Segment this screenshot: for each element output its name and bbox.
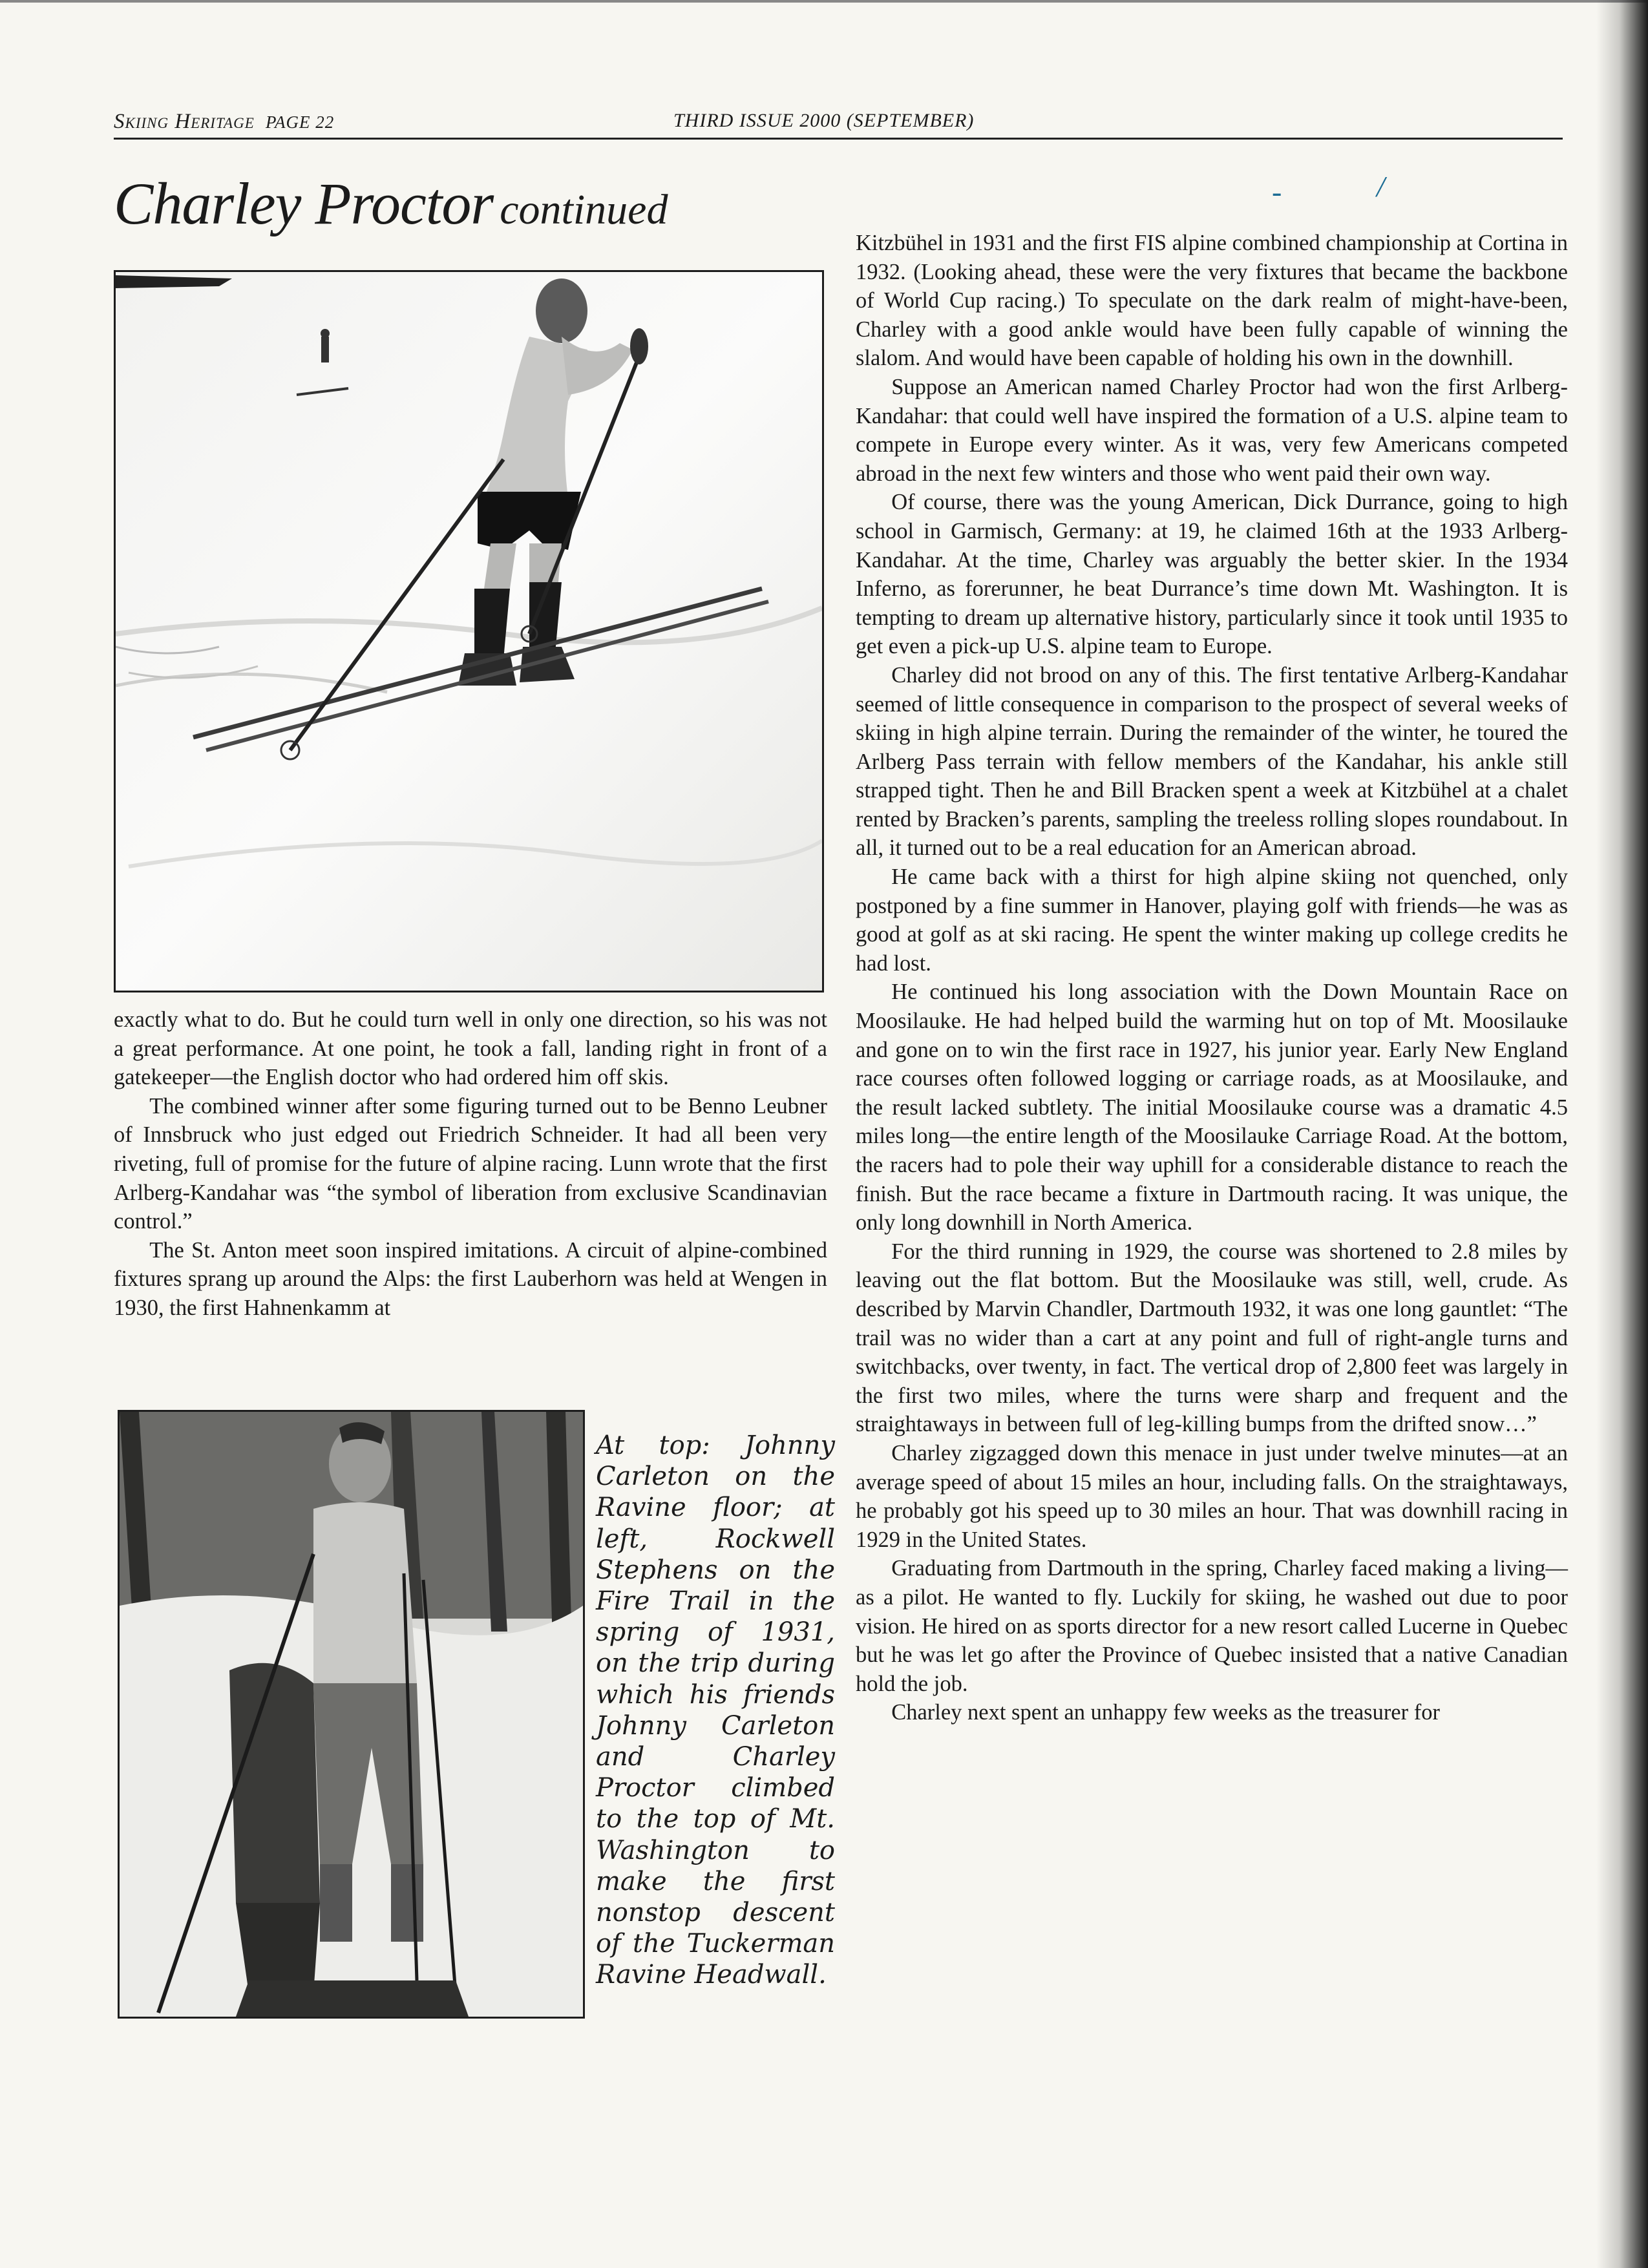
skier-photo-image <box>116 272 822 991</box>
paragraph: The combined winner after some figuring turned out to be Benno Leubner of Innsbruck who just edged out Friedrich Schneider. It had all been very riveting, full of promise for the future of alpine racing. Lunn wrote that the first Arlberg-Kandahar was “the symbol of liberation from exclusive Scandinavian control.” <box>114 1093 827 1234</box>
paragraph: Kitzbühel in 1931 and the first FIS alpine combined championship at Cortina in 1932. (Looking ahead, these were the very fixtures that became the backbone of World Cup racing.) To speculate on the dark realm of might-have-been, Charley with a good ankle would have been fully capable of winning the slalom. And would have been capable of holding his own in the downhill. <box>856 231 1568 371</box>
photo-caption: At top: Johnny Carleton on the Ravine floor; at left, Rockwell Stephens on the Fire Trail in the spring of 1931, on the trip during which his friends Johnny Carleton and Charley Proctor climbed to the top of Mt. Washington to make the first nonstop descent of the Tuckerman Ravine Headwall. <box>596 1431 835 1990</box>
publication-name: Skiing Heritage <box>114 110 255 133</box>
article-title <box>114 169 668 240</box>
left-column <box>114 1005 827 1323</box>
skier-photo <box>114 270 824 992</box>
header-left <box>114 110 334 134</box>
paragraph: The St. Anton meet soon inspired imitations. A circuit of alpine-combined fixtures sprang up around the Alps: the first Lauberhorn was held at Wengen in 1930, the first Hahnenkamm at <box>114 1237 827 1320</box>
paragraph: Graduating from Dartmouth in the spring, Charley faced making a living—as a pilot. He wanted to fly. Luckily for skiing, he washed out due to poor vision. He hired on as sports director for a new resort called Lucerne in Quebec but he was let go after the Province of Quebec insisted that a native Canadian hold the job. <box>856 1556 1568 1696</box>
title-main: Charley Proctor <box>114 171 494 236</box>
scan-binding-shadow <box>1596 0 1648 2268</box>
man-with-poles-photo <box>118 1410 585 2019</box>
paragraph: Charley did not brood on any of this. The first tentative Arlberg-Kandahar seemed of little consequence in comparison to the prospect of several weeks of skiing in high alpine terrain. During the remainder of the winter, he toured the Arlberg Pass terrain with fellow members of the Kandahar, his ankle still strapped tight. Then he and Bill Bracken spent a week at Kitzbühel at a chalet rented by Bracken’s parents, sampling the treeless rolling slopes roundabout. In all, it turned out to be a real education for an American abroad. <box>856 662 1568 861</box>
paragraph: Of course, there was the young American, Dick Durrance, going to high school in Garmisch, Germany: at 19, he claimed 16th at the 1933 Arlberg-Kandahar. At the time, Charley was arguably the better skier. In the 1934 Inferno, as forerunner, he beat Durrance’s time down Mt. Washington. It is tempting to dream up alternative history, particularly since it took until 1935 to get even a pick-up U.S. alpine team to Europe. <box>856 490 1568 659</box>
paragraph: He continued his long association with the Down Mountain Race on Moosilauke. He had helped build the warming hut on top of Mt. Moosilauke and gone on to win the first race in 1927, his junior year. Early New England race courses often followed logging or carriage roads, as at Moosilauke, and the result lacked subtlety. The initial Moosilauke course was a dramatic 4.5 miles long—the entire length of the Moosilauke Carriage Road. At the bottom, the racers had to pole their way uphill for a considerable distance to reach the finish. But the race became a fixture in Dartmouth racing. It was unique, the only long downhill in North America. <box>856 980 1568 1235</box>
paragraph: exactly what to do. But he could turn well in only one direction, so his was not a great performance. At one point, he took a fall, landing right in front of a gatekeeper—the English doctor who had ordered him off skis. <box>114 1007 827 1090</box>
title-suffix: continued <box>500 186 668 233</box>
pen-mark: - <box>1272 175 1282 208</box>
man-with-poles-image <box>120 1412 583 2017</box>
paragraph: Charley zigzagged down this menace in just under twelve minutes—at an average speed of about 15 miles an hour, including falls. On the straightaways, he probably got his speed up to 30 miles an hour. That was downhill racing in 1929 in the United States. <box>856 1440 1568 1552</box>
issue-label: THIRD ISSUE 2000 (SEPTEMBER) <box>673 110 975 131</box>
paragraph: He came back with a thirst for high alpine skiing not quenched, only postponed by a fine summer in Hanover, playing golf with friends—he was as good at golf as at ski racing. He spent the winter making up college credits he had lost. <box>856 865 1568 976</box>
scan-top-edge <box>0 0 1648 3</box>
header-rule <box>114 138 1563 140</box>
page-number: PAGE 22 <box>266 112 335 132</box>
paragraph: Charley next spent an unhappy few weeks as the treasurer for <box>891 1700 1440 1725</box>
paragraph: For the third running in 1929, the course was shortened to 2.8 miles by leaving out the flat bottom. But the Moosilauke was still, well, crude. As described by Marvin Chandler, Dartmouth 1932, it was one long gauntlet: “The trail was no wider than a cart at any point and full of right-angle turns and switchbacks, over twenty, in fact. The vertical drop of 2,800 feet was largely in the first two miles, where the turns were sharp and frequent and the straightaways in between full of leg-killing bumps from the drifted snow…” <box>856 1239 1568 1437</box>
right-column <box>856 229 1568 1727</box>
paragraph: Suppose an American named Charley Proctor had won the first Arlberg-Kandahar: that could well have inspired the formation of a U.S. alpine team to compete in Europe every winter. As it was, very few Americans competed abroad in the next few winters and those who went paid their own way. <box>856 374 1568 486</box>
pen-mark: / <box>1377 170 1385 203</box>
